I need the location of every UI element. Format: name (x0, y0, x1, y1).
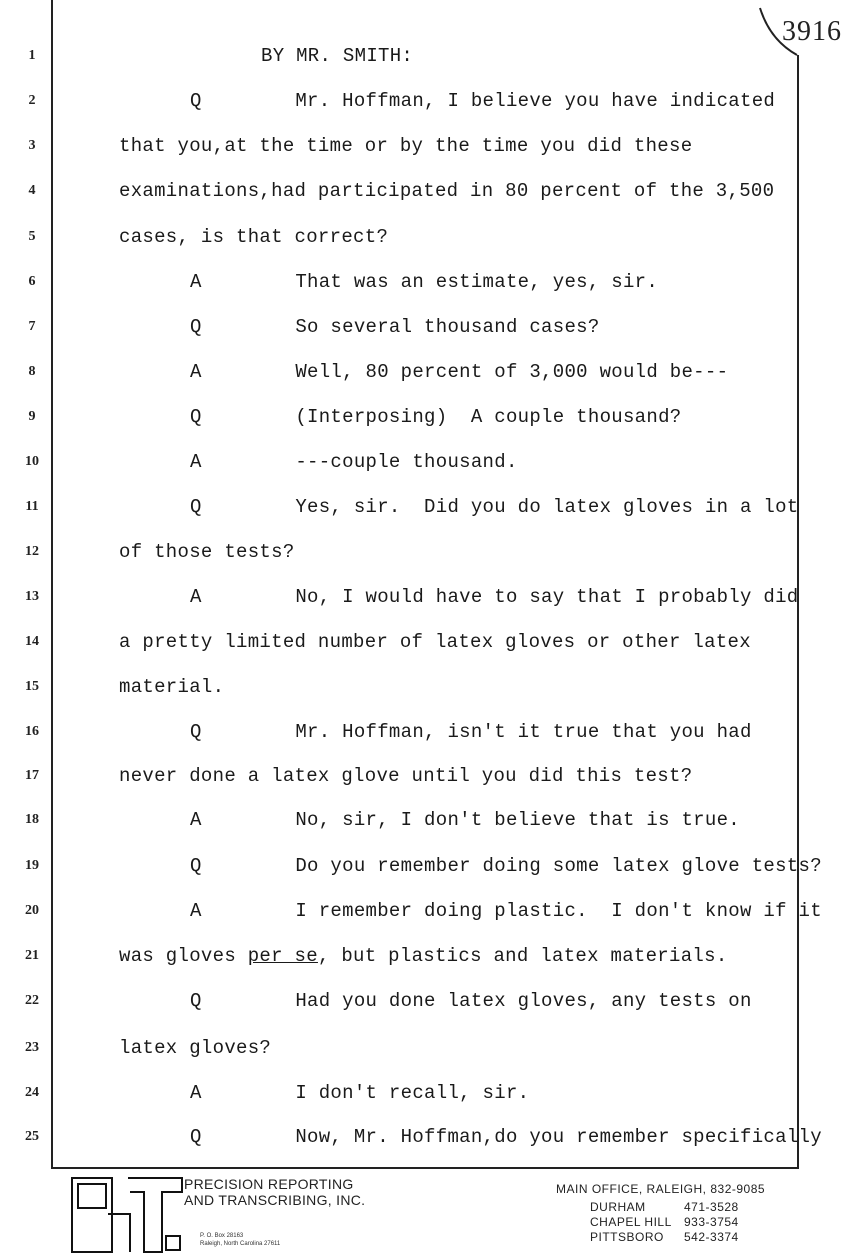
text-segment: A No, sir, I don't believe that is true. (190, 809, 740, 831)
line-number: 14 (25, 634, 39, 649)
line-number: 1 (28, 48, 36, 63)
text-segment: A Well, 80 percent of 3,000 would be--- (190, 361, 729, 383)
transcript-line-text (190, 1082, 529, 1104)
line-number: 16 (25, 724, 39, 739)
office-city: PITTSBORO (590, 1230, 664, 1244)
transcript-line-text (190, 721, 752, 743)
line-number: 18 (25, 812, 39, 827)
transcript-line-text (119, 676, 224, 698)
transcript-line-text (190, 271, 658, 293)
line-number: 5 (28, 229, 36, 244)
line-number: 24 (25, 1085, 39, 1100)
text-segment: A No, I would have to say that I probably did (190, 586, 799, 608)
line-number: 4 (28, 183, 36, 198)
line-number: 19 (25, 858, 39, 873)
transcript-line-text (190, 451, 518, 473)
text-segment: Q So several thousand cases? (190, 316, 600, 338)
page-corner-curve (0, 0, 860, 80)
company-name (184, 1176, 365, 1208)
text-segment: latex gloves? (119, 1037, 272, 1059)
text-segment: BY MR. SMITH: (261, 45, 414, 67)
line-number: 11 (25, 499, 39, 514)
text-segment: A ---couple thousand. (190, 451, 518, 473)
line-number: 9 (28, 409, 36, 424)
line-number: 2 (28, 93, 36, 108)
office-city: DURHAM (590, 1200, 646, 1214)
bottom-margin-rule (51, 1167, 799, 1169)
text-segment: , but plastics and latex materials. (317, 945, 728, 967)
text-segment: Q (Interposing) A couple thousand? (190, 406, 682, 428)
transcript-line-text (190, 900, 822, 922)
transcript-line-text (190, 496, 799, 518)
main-office: MAIN OFFICE, RALEIGH, 832-9085 (556, 1182, 766, 1196)
text-segment: a pretty limited number of latex gloves or other latex (119, 631, 751, 653)
transcript-line-text (190, 316, 600, 338)
text-segment: that you,at the time or by the time you did these (119, 135, 693, 157)
po-box: P. O. Box 28163 (200, 1233, 244, 1239)
text-segment: Q Now, Mr. Hoffman,do you remember specifically (190, 1126, 822, 1148)
line-number: 7 (28, 319, 36, 334)
transcript-line-text (190, 406, 681, 428)
line-number: 8 (28, 364, 36, 379)
transcript-line-text (190, 361, 728, 383)
text-segment: never done a latex glove until you did this test? (119, 765, 693, 787)
line-number: 12 (25, 544, 39, 559)
transcript-line-text (119, 541, 295, 563)
office-row (590, 1215, 739, 1229)
transcript-line-text (119, 135, 692, 157)
office-phone: 471-3528 (684, 1200, 739, 1214)
transcript-line-text (119, 631, 751, 653)
logo-text: P&T (92, 1234, 94, 1235)
text-segment: A I remember doing plastic. I don't know if it (190, 900, 822, 922)
line-number: 21 (25, 948, 39, 963)
line-number: 20 (25, 903, 39, 918)
company-line-1: PRECISION REPORTING (184, 1176, 354, 1192)
text-segment: Q Mr. Hoffman, I believe you have indicated (190, 90, 776, 112)
transcript-line-text (119, 765, 692, 787)
transcript-line-text (190, 586, 799, 608)
line-number: 17 (25, 768, 39, 783)
transcript-line-text (119, 180, 774, 202)
text-segment: cases, is that correct? (119, 226, 389, 248)
footer (0, 1172, 860, 1259)
text-segment: Q Had you done latex gloves, any tests on (190, 990, 752, 1012)
company-address (200, 1232, 280, 1248)
line-number: 22 (25, 993, 39, 1008)
right-margin-rule (797, 55, 799, 1168)
line-number: 13 (25, 589, 39, 604)
transcript-line-text (119, 945, 728, 967)
office-city: CHAPEL HILL (590, 1215, 672, 1229)
text-segment: Q Mr. Hoffman, isn't it true that you had (190, 721, 752, 743)
line-number: 10 (25, 454, 39, 469)
company-line-2: AND TRANSCRIBING, INC. (184, 1192, 366, 1208)
line-number: 3 (28, 138, 36, 153)
text-segment: Q Yes, sir. Did you do latex gloves in a lot (190, 496, 799, 518)
transcript-line-text (190, 855, 822, 877)
transcript-line-text (190, 1126, 822, 1148)
transcript-line-text (119, 226, 388, 248)
line-number: 23 (25, 1040, 39, 1055)
left-margin-rule (51, 0, 53, 1168)
line-number: 6 (28, 274, 36, 289)
transcript-line-text (190, 809, 740, 831)
office-row (590, 1200, 739, 1214)
transcript-line-text (119, 1037, 271, 1059)
underlined-text: per se (247, 945, 318, 967)
office-phone: 542-3374 (684, 1230, 739, 1244)
city-line: Raleigh, North Carolina 27611 (200, 1241, 281, 1247)
transcript-line-text (190, 990, 752, 1012)
text-segment: A I don't recall, sir. (190, 1082, 530, 1104)
transcript-line-text (190, 90, 775, 112)
text-segment: of those tests? (119, 541, 295, 563)
text-segment: was gloves (119, 945, 248, 967)
office-row (590, 1230, 739, 1244)
text-segment: A That was an estimate, yes, sir. (190, 271, 659, 293)
pt-logo (70, 1174, 188, 1254)
transcript-line-text (261, 45, 413, 67)
line-number: 25 (25, 1129, 39, 1144)
office-phone: 933-3754 (684, 1215, 739, 1229)
page-number: 3916 (782, 16, 842, 47)
text-segment: Q Do you remember doing some latex glove tests? (190, 855, 822, 877)
line-number: 15 (25, 679, 39, 694)
text-segment: material. (119, 676, 225, 698)
text-segment: examinations,had participated in 80 percent of the 3,500 (119, 180, 775, 202)
